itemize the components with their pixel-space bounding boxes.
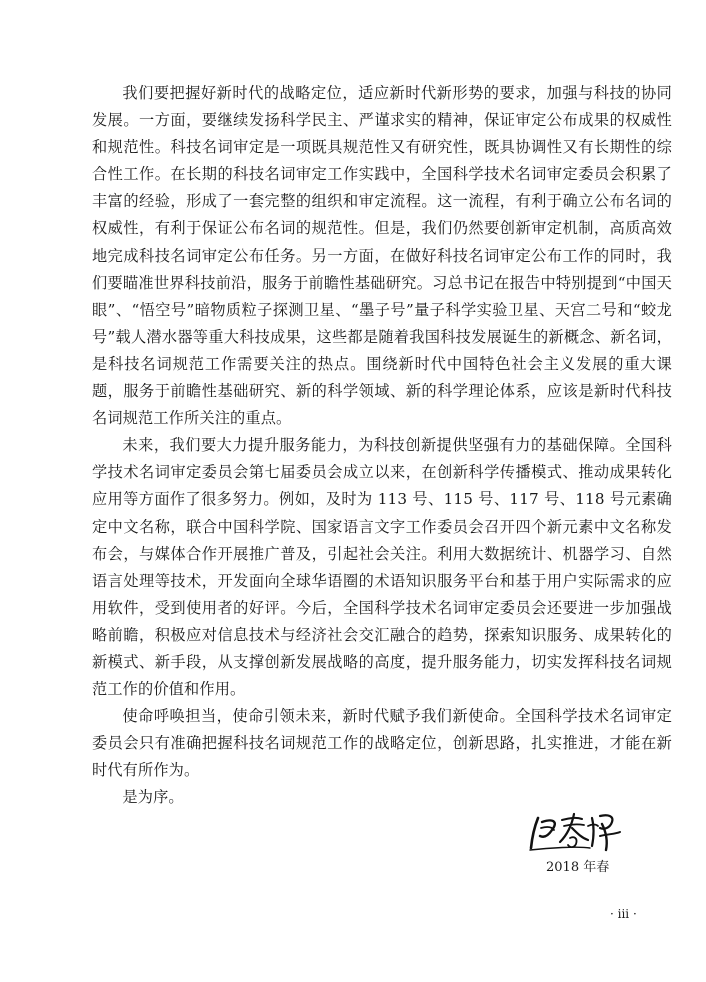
- page-number: · iii ·: [610, 907, 637, 921]
- paragraph-4: 是为序。: [122, 788, 184, 807]
- handwritten-signature: [528, 808, 624, 854]
- paragraph-2: 未来，我们要大力提升服务能力，为科技创新提供坚强有力的基础保障。全国科学技术名词审定委员会第七届委员会成立以来，在创新科学传播模式、推动成果转化应用等方面作了很多努力。例如，及时为 113 号、115 号、117 号、118 号元素确定中文名称，联合中国科学院、国家语言文字工作委员会召开四个新元素中文名称发布会，与媒体合作开展推广普及，引起社会关注。利用大数据统计、机器学习、自然语言处理等技术，开发面向全球华语圈的术语知识服务平台和基于用户实际需求的应用软件，受到使用者的好评。今后，全国科学技术名词审定委员会还要进一步加强战略前瞻，积极应对信息技术与经济社会交汇融合的趋势，探索知识服务、成果转化的新模式、新手段，从支撑创新发展战略的高度，提升服务能力，切实发挥科技名词规范工作的价值和作用。: [92, 436, 672, 699]
- paragraph-1: 我们要把握好新时代的战略定位，适应新时代新形势的要求，加强与科技的协同发展。一方面，要继续发扬科学民主、严谨求实的精神，保证审定公布成果的权威性和规范性。科技名词审定是一项既具规范性又有研究性，既具协调性又有长期性的综合性工作。在长期的科技名词审定工作实践中，全国科学技术名词审定委员会积累了丰富的经验，形成了一套完整的组织和审定流程。这一流程，有利于确立公布名词的权威性，有利于保证公布名词的规范性。但是，我们仍然要创新审定机制，高质高效地完成科技名词审定公布任务。另一方面，在做好科技名词审定公布工作的同时，我们要瞄准世界科技前沿，服务于前瞻性基础研究。习总书记在报告中特别提到“中国天眼”、“悟空号”暗物质粒子探测卫星、“墨子号”量子科学实验卫星、天宫二号和“蛟龙号”载人潜水器等重大科技成果，这些都是随着我国科技发展诞生的新概念、新名词，是科技名词规范工作需要关注的热点。围绕新时代中国特色社会主义发展的重大课题，服务于前瞻性基础研究、新的科学领域、新的科学理论体系，应该是新时代科技名词规范工作所关注的重点。: [92, 84, 672, 428]
- body-text: [92, 80, 672, 812]
- paragraph-3: 使命呼唤担当，使命引领未来，新时代赋予我们新使命。全国科学技术名词审定委员会只有准确把握科技名词规范工作的战略定位，创新思路，扎实推进，才能在新时代有所作为。: [92, 707, 672, 780]
- date-line: 2018 年春: [546, 860, 610, 875]
